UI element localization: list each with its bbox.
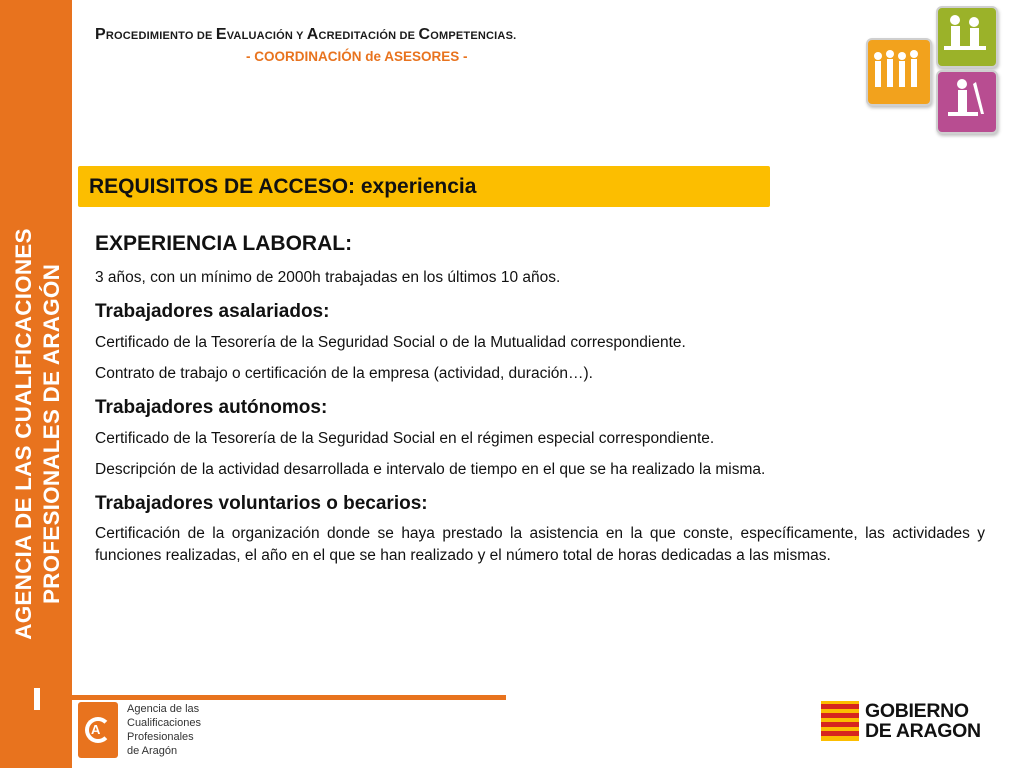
sidebar-mark bbox=[34, 688, 40, 710]
agency-logo bbox=[78, 702, 228, 762]
salaried-item-2: Contrato de trabajo o certificación de la empresa (actividad, duración…). bbox=[95, 365, 593, 382]
header-title-segment: VALUACIÓN Y bbox=[226, 30, 307, 42]
footer-divider bbox=[72, 695, 506, 700]
aragon-flag-icon bbox=[821, 701, 859, 741]
header-title-segment: ROCEDIMIENTO DE bbox=[105, 30, 216, 42]
government-logo-text: GOBIERNO DE ARAGON bbox=[865, 700, 981, 742]
header-title-segment: C bbox=[418, 26, 431, 43]
photo-collage bbox=[866, 6, 996, 132]
group-heading-volunteers: Trabajadores voluntarios o becarios: bbox=[95, 493, 428, 514]
content-body bbox=[95, 232, 985, 578]
agency-title-line-2: PROFESIONALES DE ARAGÓN bbox=[39, 263, 64, 605]
page-header-title bbox=[95, 26, 516, 44]
agency-vertical-title bbox=[2, 134, 74, 734]
workers-photo-green bbox=[936, 6, 998, 68]
self-employed-item-1: Certificado de la Tesorería de la Seguridad Social en el régimen especial correspondiente. bbox=[95, 430, 715, 447]
header-title-segment: P bbox=[95, 26, 106, 43]
main-requirement-text: 3 años, con un mínimo de 2000h trabajadas en los últimos 10 años. bbox=[95, 269, 561, 286]
agency-logo-text: Agencia de las Cualificaciones Profesionales de Aragón bbox=[127, 703, 201, 757]
main-heading: EXPERIENCIA LABORAL: bbox=[95, 232, 353, 255]
header-title-segment: CREDITACIÓN DE bbox=[318, 30, 419, 42]
header-title-segment: E bbox=[215, 26, 227, 43]
header-title-segment: OMPETENCIAS. bbox=[430, 30, 517, 42]
section-title: REQUISITOS DE ACCESO: experiencia bbox=[89, 175, 477, 198]
agency-title-line-1: AGENCIA DE LAS CUALIFICACIONES bbox=[11, 228, 36, 640]
group-heading-self-employed: Trabajadores autónomos: bbox=[95, 397, 328, 418]
self-employed-item-2: Descripción de la actividad desarrollada e intervalo de tiempo en el que se ha realizado la misma. bbox=[95, 461, 766, 478]
group-photo-orange bbox=[866, 38, 932, 106]
group-heading-salaried: Trabajadores asalariados: bbox=[95, 301, 330, 322]
page-header-subtitle: - COORDINACIÓN de ASESORES - bbox=[246, 49, 468, 64]
section-banner bbox=[78, 166, 770, 207]
government-logo bbox=[821, 701, 1011, 745]
header-title-segment: A bbox=[306, 26, 319, 43]
worker-photo-pink bbox=[936, 70, 998, 134]
volunteers-item-1: Certificación de la organización donde se haya prestado la asistencia en la que conste, específicamente, las actividades y funciones realizadas, el año en el que se han realizado y el número total de horas dedicadas a las mismas. bbox=[95, 525, 985, 564]
agency-logo-mark: A bbox=[78, 702, 118, 758]
salaried-item-1: Certificado de la Tesorería de la Seguridad Social o de la Mutualidad correspondiente. bbox=[95, 334, 686, 351]
sidebar-band bbox=[0, 0, 72, 768]
